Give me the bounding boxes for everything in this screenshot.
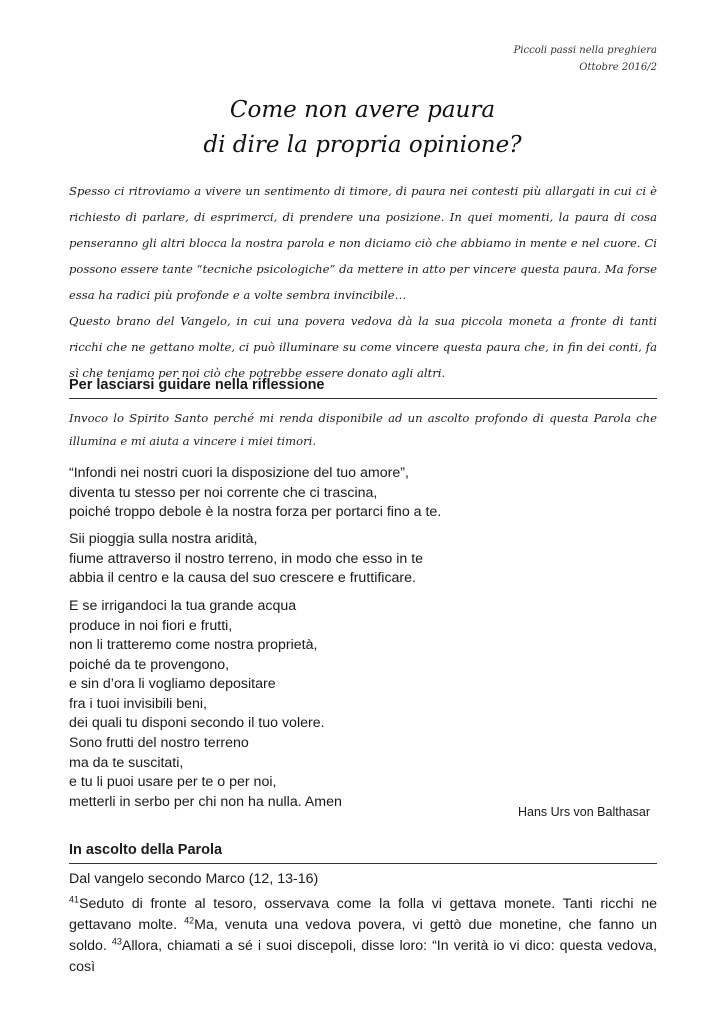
header-series-title: Piccoli passi nella preghiera — [513, 45, 657, 56]
prayer-line: metterli in serbo per chi non ha nulla. Amen — [69, 793, 342, 810]
prayer-line: ma da te suscitati, — [69, 754, 184, 771]
verse-text: Ma, venuta una vedova povera, vi gettò due monetine, che fanno un soldo. — [69, 917, 657, 954]
prayer-line: fra i tuoi invisibili beni, — [69, 695, 207, 712]
prayer-line: e tu li puoi usare per te o per noi, — [69, 774, 277, 790]
invocation-text: Invoco lo Spirito Santo perché mi renda disponibile ad un ascolto profondo di questa Parola che illumina e mi aiuta a vincere i miei timori. — [69, 411, 657, 448]
page-title — [0, 93, 725, 163]
intro-paragraph-1: Spesso ci ritroviamo a vivere un sentimento di timore, di paura nei contesti più allargati in cui ci è richiesto di parlare, di esprimerci, di prendere una posizione. In quei momenti, la paura di cosa penseranno gli altri blocca la nostra parola e non diciamo ciò che abbiamo in mente e nel cuore. Ci possono essere tante “tecniche psicologiche” da mettere in atto per vincere questa paura. Ma forse essa ha radici più profonde e a volte sembra invincibile… — [69, 184, 657, 302]
gospel-source: Dal vangelo secondo Marco (12, 13-16) — [69, 871, 319, 887]
document-header — [514, 42, 657, 76]
intro-paragraph-2: Questo brano del Vangelo, in cui una povera vedova dà la sua piccola moneta a fronte di tanti ricchi che ne gettano molte, ci può illuminare su come vincere questa paura che, in fin dei conti, fa sì che teniamo per noi ciò che potrebbe essere donato agli altri. — [69, 314, 657, 380]
prayer-line: abbia il centro e la causa del suo crescere e fruttificare. — [69, 570, 416, 586]
verse-text: Seduto di fronte al tesoro, osservava come la folla vi gettava monete. Tanti ricchi ne gettavano molte. — [69, 896, 657, 933]
prayer-line: dei quali tu disponi secondo il tuo volere. — [69, 715, 325, 731]
prayer-line: Sono frutti del nostro terreno — [69, 735, 249, 751]
verse-number: 42 — [184, 915, 195, 926]
prayer-line: fiume attraverso il nostro terreno, in modo che esso in te — [69, 550, 424, 567]
prayer-stanza-2 — [69, 530, 423, 589]
verse-number: 41 — [69, 894, 80, 905]
prayer-line: diventa tu stesso per noi corrente che ci trascina, — [69, 484, 378, 501]
title-line-1: Come non avere paura — [229, 97, 496, 123]
prayer-line: E se irrigandoci la tua grande acqua — [69, 598, 297, 614]
title-line-2: di dire la propria opinione? — [203, 132, 522, 158]
prayer-line: non li tratteremo come nostra proprietà, — [69, 637, 318, 653]
prayer-author: Hans Urs von Balthasar — [517, 805, 650, 819]
prayer-line: Sii pioggia sulla nostra aridità, — [69, 531, 258, 547]
intro-text — [69, 178, 657, 386]
prayer-line: e sin d’ora li vogliamo depositare — [69, 676, 276, 692]
prayer-stanza-4 — [69, 734, 342, 812]
prayer-stanza-1 — [69, 464, 441, 523]
prayer-stanza-3 — [69, 597, 325, 734]
verse-number: 43 — [111, 936, 122, 947]
section-heading-word: In ascolto della Parola — [69, 839, 657, 864]
prayer-line: poiché troppo debole è la nostra forza per portarci fino a te. — [69, 504, 442, 520]
prayer-line: “Infondi nei nostri cuori la disposizione del tuo amore”, — [69, 465, 409, 481]
prayer-line: produce in noi fiori e frutti, — [69, 617, 233, 634]
section-heading-reflection: Per lasciarsi guidare nella riflessione — [69, 374, 657, 399]
prayer-line: poiché da te provengono, — [69, 656, 230, 673]
verse-text: Allora, chiamati a sé i suoi discepoli, disse loro: “In verità io vi dico: questa vedova, così — [69, 938, 657, 975]
header-issue-date: Ottobre 2016/2 — [579, 62, 657, 73]
gospel-passage — [69, 894, 657, 978]
